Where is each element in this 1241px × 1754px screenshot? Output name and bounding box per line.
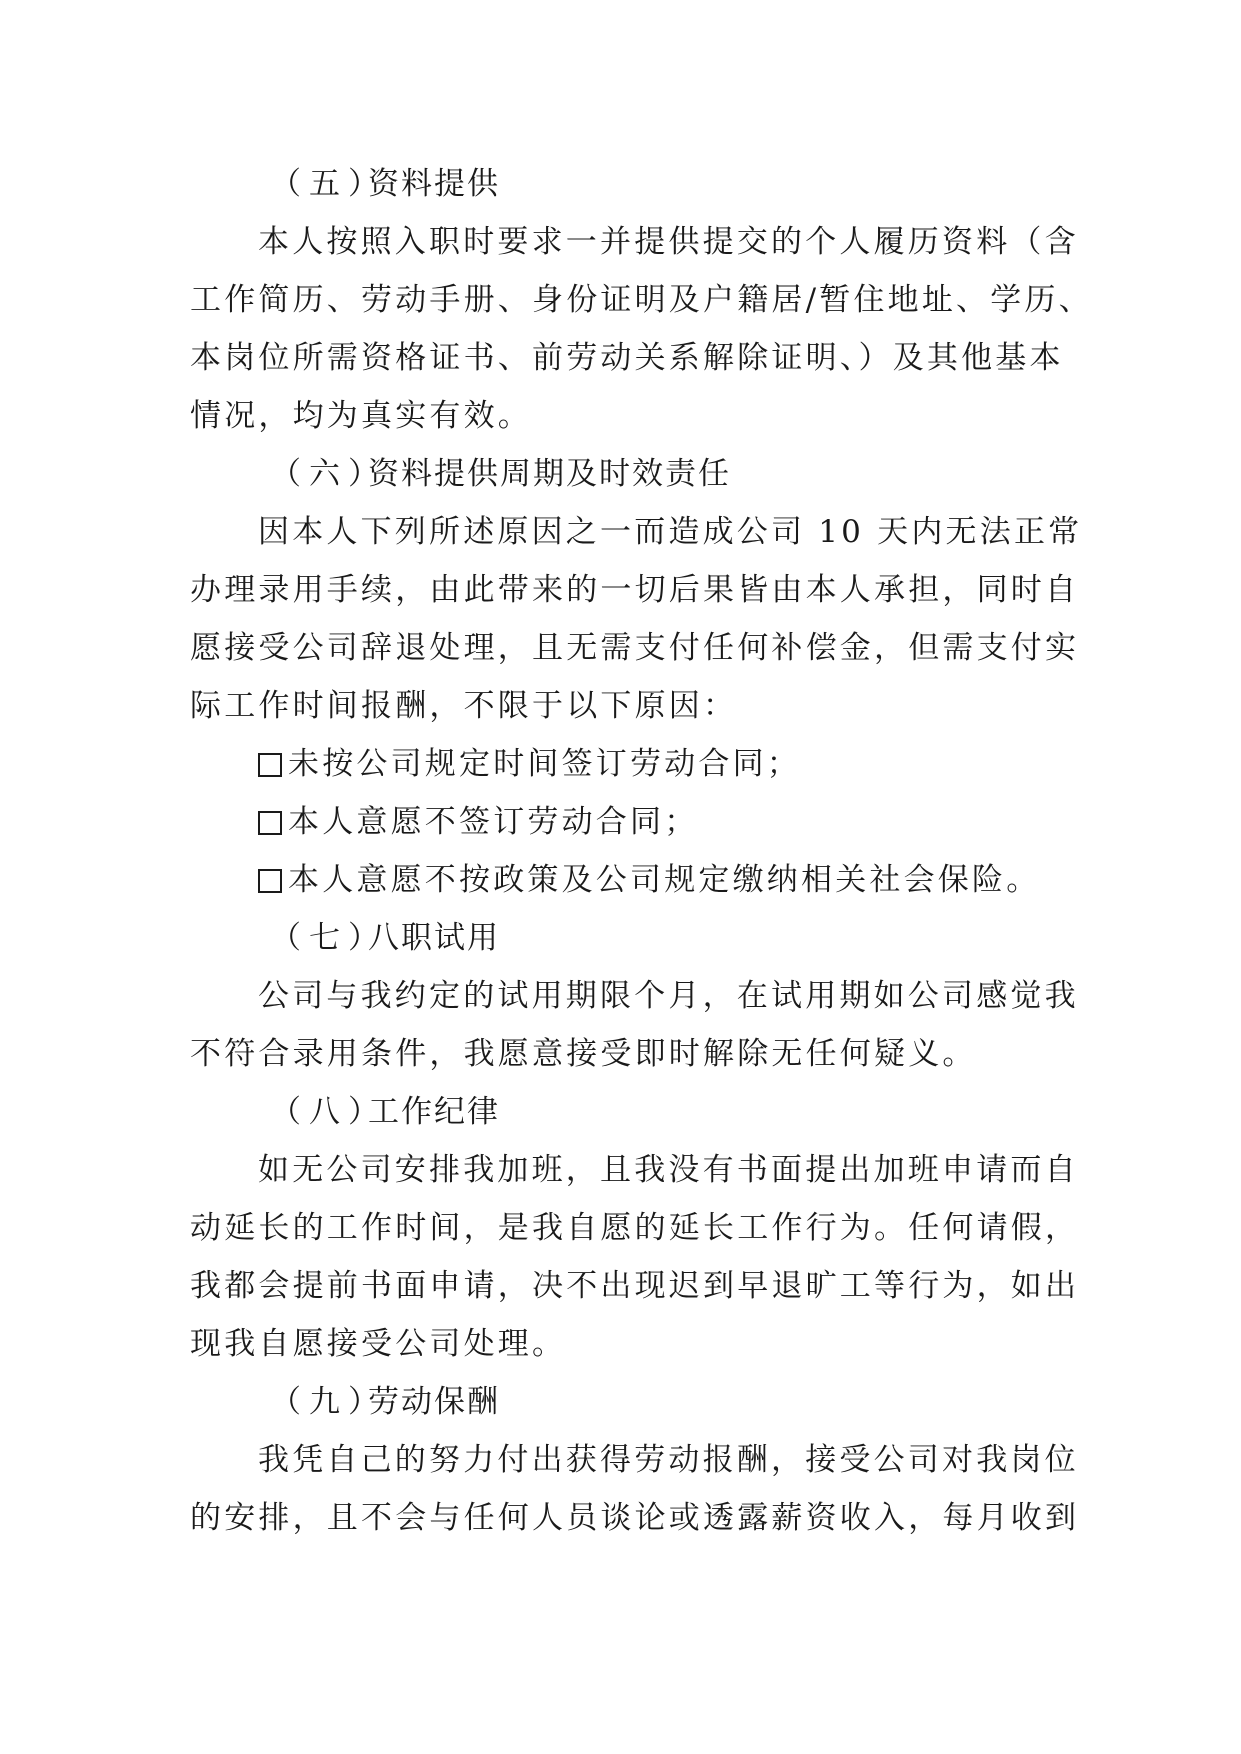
checkbox-label: 未按公司规定时间签订劳动合同； (288, 746, 801, 782)
checkbox-icon (258, 869, 282, 893)
checkbox-icon (258, 753, 282, 777)
paragraph-line: 我凭自己的努力付出获得劳动报酬，接受公司对我岗位 (258, 1442, 1079, 1478)
paragraph-line: 际工作时间报酬，不限于以下原因： (190, 688, 738, 724)
section-title: 劳动保酬 (368, 1384, 500, 1420)
checkbox-label: 本人意愿不签订劳动合同； (288, 804, 699, 840)
paragraph-line: 如无公司安排我加班，且我没有书面提出加班申请而自 (258, 1152, 1079, 1188)
section-title: 资料提供周期及时效责任 (368, 456, 731, 492)
paragraph-line: 愿接受公司辞退处理，且无需支付任何补偿金，但需支付实 (190, 630, 1080, 666)
section-number: （九） (270, 1384, 387, 1420)
section-heading-8 (190, 1083, 1070, 1141)
paragraph-line: 工作简历、劳动手册、身份证明及户籍居/暂住地址、学历、 (190, 282, 1093, 318)
checkbox-label: 本人意愿不按政策及公司规定缴纳相关社会保险。 (288, 862, 1041, 898)
section-heading-9 (190, 1373, 1070, 1431)
section-number: （五） (270, 166, 387, 202)
paragraph-line: 本人按照入职时要求一并提供提交的个人履历资料（含 (258, 224, 1079, 260)
section-heading-6 (190, 445, 1070, 503)
section-title: 八职试用 (368, 920, 500, 956)
section-title: 资料提供 (368, 166, 500, 202)
section-heading-7 (190, 909, 1070, 967)
section-number: （六） (270, 456, 387, 492)
paragraph-line: 不符合录用条件，我愿意接受即时解除无任何疑义。 (190, 1036, 977, 1072)
paragraph-line: 公司与我约定的试用期限个月，在试用期如公司感觉我 (258, 978, 1079, 1014)
paragraph-line: 本岗位所需资格证书、前劳动关系解除证明、）及其他基本 (190, 340, 1064, 376)
checkbox-item (190, 735, 1070, 793)
section-number: （八） (270, 1094, 387, 1130)
paragraph-line: 我都会提前书面申请，决不出现迟到早退旷工等行为，如出 (190, 1268, 1080, 1304)
paragraph-line: 现我自愿接受公司处理。 (190, 1326, 567, 1362)
checkbox-item (190, 851, 1070, 909)
section-heading-5 (190, 155, 1070, 213)
section-title: 工作纪律 (368, 1094, 500, 1130)
checkbox-item (190, 793, 1070, 851)
paragraph-line: 办理录用手续，由此带来的一切后果皆由本人承担，同时自 (190, 572, 1080, 608)
paragraph-line: 情况，均为真实有效。 (190, 398, 532, 434)
section-number: （七） (270, 920, 387, 956)
paragraph-line: 因本人下列所述原因之一而造成公司 10 天内无法正常 (258, 514, 1083, 550)
paragraph-line: 的安排，且不会与任何人员谈论或透露薪资收入，每月收到 (190, 1500, 1080, 1536)
paragraph-line: 动延长的工作时间，是我自愿的延长工作行为。任何请假， (190, 1210, 1080, 1246)
checkbox-icon (258, 811, 282, 835)
document-page (190, 155, 1093, 1547)
